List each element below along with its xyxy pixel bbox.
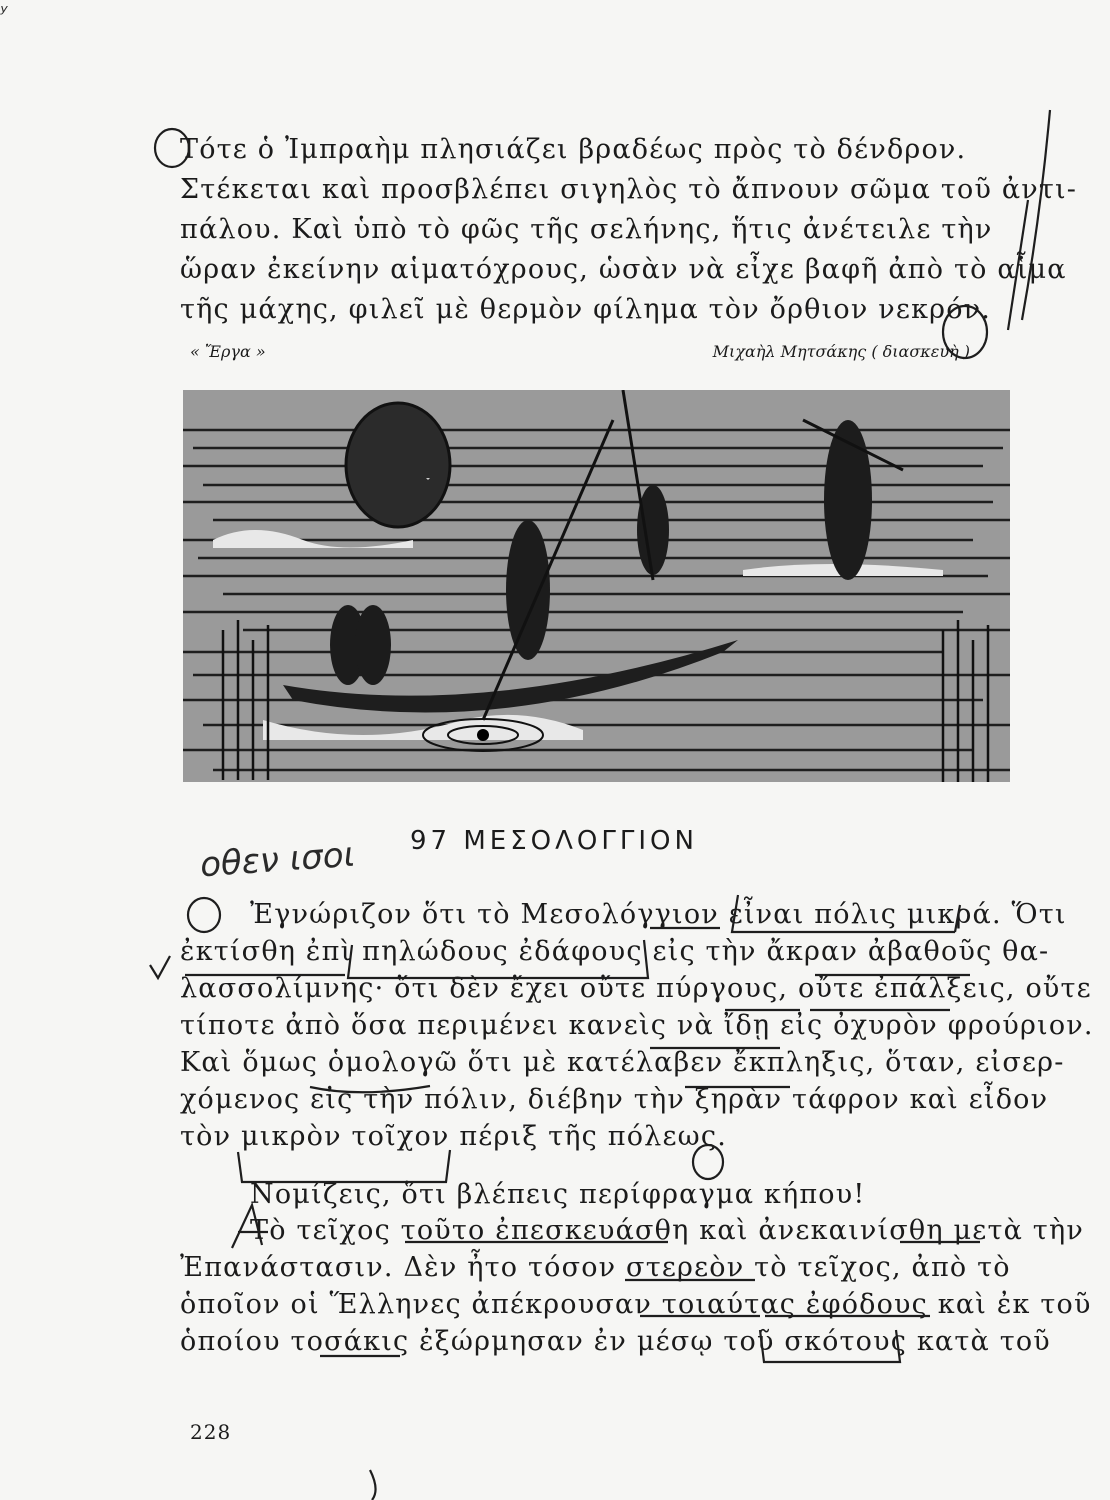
paragraph-2-line: Καὶ ὅμως ὁμολογῶ ὅτι μὲ κατέλαβεν ἔκπληξις, ὅταν, εἰσερ- [180, 1047, 1065, 1078]
illustration-lagoon-boat [183, 390, 1010, 782]
paragraph-4 [180, 1212, 1092, 1360]
paragraph-1-line: Στέκεται καὶ προσβλέπει σιγηλὸς τὸ ἄπνουν σῶμα τοῦ ἀντι- [180, 174, 1078, 205]
paragraph-4-line: ὁποῖον οἱ Ἕλληνες ἀπέκρουσαν τοιαύτας ἐφόδους καὶ ἐκ τοῦ [180, 1289, 1092, 1320]
attribution [180, 342, 1010, 366]
bottom-scribble [370, 1470, 376, 1500]
paragraph-4-line: Ἐπανάστασιν. Δὲν ἦτο τόσον στερεὸν τὸ τεῖχος, ἀπὸ τὸ [180, 1252, 1011, 1283]
paragraph-1 [180, 130, 1078, 330]
paragraph-3 [180, 1176, 1020, 1213]
paragraph-4-line: Τὸ τεῖχος τοῦτο ἐπεσκευάσθη καὶ ἀνεκαινίσθη μετὰ τὴν [250, 1215, 1084, 1246]
illustration-drawing [183, 390, 1010, 782]
attribution-author: Μιχαὴλ Μητσάκης ( διασκευὴ ) [712, 342, 970, 361]
paragraph-2-line: Ἐγνώριζον ὅτι τὸ Μεσολόγγιον εἶναι πόλις μικρά. Ὅτι [250, 899, 1067, 930]
paragraph-2-line: λασσολίμνης· ὅτι δὲν ἔχει οὔτε πύργους, οὔτε ἐπάλξεις, οὔτε [180, 973, 1092, 1004]
attribution-source: « Ἔργα » [190, 342, 266, 361]
paragraph-2 [180, 896, 1094, 1155]
paragraph-1-line: ὥραν ἐκείνην αἱματόχρους, ὡσὰν νὰ εἶχε βαφῆ ἀπὸ τὸ αἷμα [180, 254, 1067, 285]
section-heading: 97 ΜΕΣΟΛΟΓΓΙΟΝ [410, 826, 698, 856]
paragraph-1-line: Τότε ὁ Ἰμπραὴμ πλησιάζει βραδέως πρὸς τὸ δένδρον. [180, 134, 967, 165]
face-scribble [346, 403, 450, 527]
margin-check-mark [150, 956, 170, 978]
paragraph-2-line: τὸν μικρὸν τοῖχον πέριξ τῆς πόλεως. [180, 1121, 727, 1152]
paragraph-3-line: Νομίζεις, ὅτι βλέπεις περίφραγμα κήπου! [250, 1179, 866, 1210]
paragraph-1-line: πάλου. Καὶ ὑπὸ τὸ φῶς τῆς σελήνης, ἥτις ἀνέτειλε τὴν [180, 214, 993, 245]
paragraph-1-line: τῆς μάχης, φιλεῖ μὲ θερμὸν φίλημα τὸν ὄρθιον νεκρόν. [180, 294, 992, 325]
paragraph-2-line: τίποτε ἀπὸ ὅσα περιμένει κανεὶς νὰ ἴδῃ εἰς ὀχυρὸν φρούριον. [180, 1010, 1094, 1041]
page-number: 228 [190, 1420, 232, 1444]
paragraph-4-line: ὁποίου τοσάκις ἐξώρμησαν ἐν μέσῳ τοῦ σκότους κατὰ τοῦ [180, 1326, 1051, 1357]
handwritten-scribble: οθεν ισοι [198, 834, 357, 886]
paragraph-2-line: ἐκτίσθη ἐπὶ πηλώδους ἐδάφους εἰς τὴν ἄκραν ἀβαθοῦς θα- [180, 936, 1050, 967]
paragraph-2-line: χόμενος εἰς τὴν πόλιν, διέβην τὴν ξηρὰν τάφρον καὶ εἶδον [180, 1084, 1049, 1115]
corner-mark: ʸ [0, 0, 8, 24]
